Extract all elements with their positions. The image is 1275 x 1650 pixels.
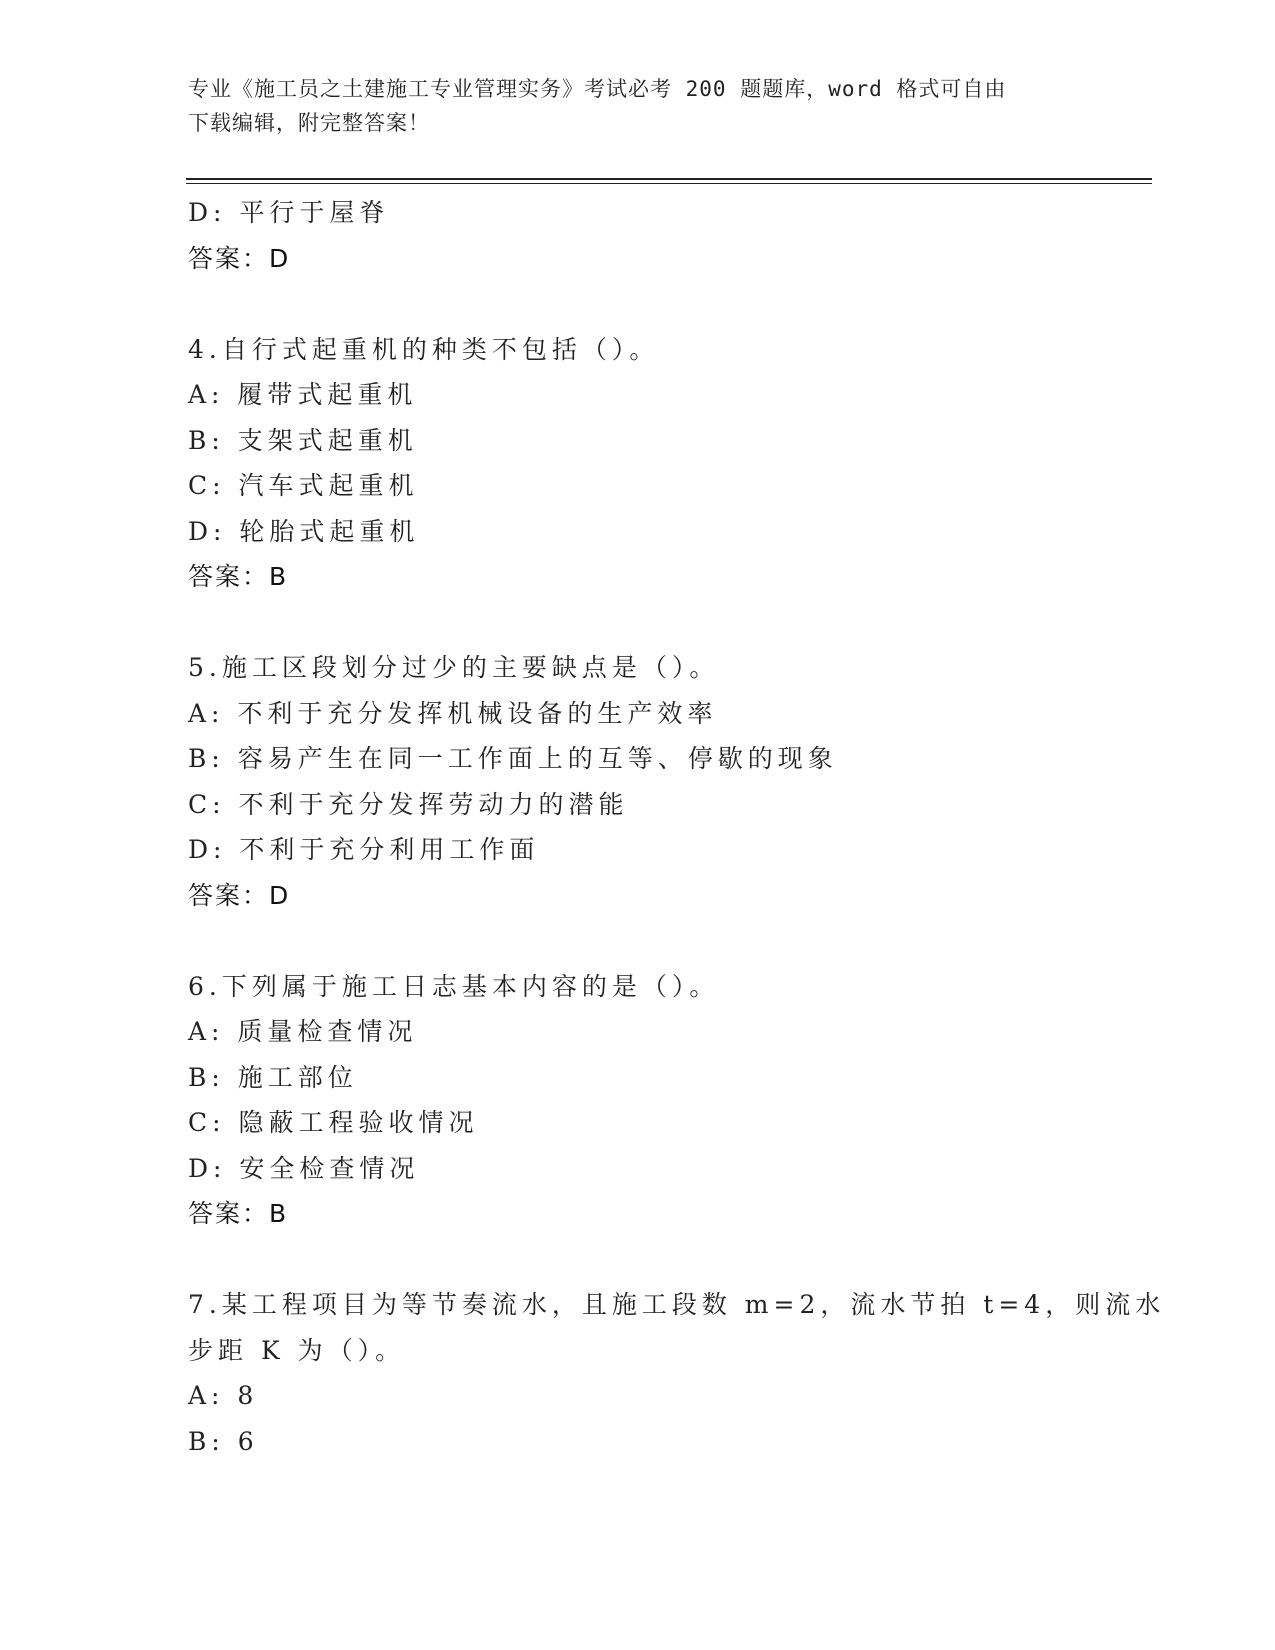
answer-line: 答案：B [188, 1199, 289, 1228]
question-text: 4.自行式起重机的种类不包括（）。 [188, 334, 660, 364]
option-a: A: 质量检查情况 [188, 1017, 418, 1046]
option-d: D: 不利于充分利用工作面 [188, 835, 540, 864]
question-text-line-1: 7.某工程项目为等节奏流水，且施工段数 m=2，流水节拍 t=4，则流水 [188, 1290, 1166, 1319]
header-rule-thin [186, 183, 1152, 184]
question-block-4 [188, 327, 1088, 600]
option-c: C: 汽车式起重机 [188, 471, 419, 500]
option-b: B: 容易产生在同一工作面上的互等、停歇的现象 [188, 744, 838, 773]
option-b: B: 6 [188, 1426, 259, 1456]
header-line-1: 专业《施工员之土建施工专业管理实务》考试必考 200 题题库，word 格式可自由 [188, 77, 1007, 101]
question-text: 6.下列属于施工日志基本内容的是（）。 [188, 971, 720, 1001]
question-list [188, 190, 1166, 1464]
option-a: A: 履带式起重机 [188, 380, 418, 409]
spacer [188, 600, 1088, 646]
answer-line: 答案：B [188, 562, 289, 591]
question-block-6 [188, 964, 1088, 1237]
question-block-prev [188, 190, 1088, 281]
option-d: D: 轮胎式起重机 [188, 516, 420, 546]
option-a: A: 不利于充分发挥机械设备的生产效率 [188, 698, 718, 728]
option-c: C: 不利于充分发挥劳动力的潜能 [188, 789, 629, 819]
header-line-2: 下载编辑，附完整答案！ [188, 111, 430, 135]
option-b: B: 施工部位 [188, 1062, 358, 1092]
question-text-line-2: 步距 K 为（）。 [188, 1335, 406, 1365]
header-rule-thick [186, 178, 1152, 180]
spacer [188, 918, 1088, 964]
option-b: B: 支架式起重机 [188, 425, 418, 455]
option-a: A: 8 [188, 1381, 259, 1410]
document-header [188, 72, 1088, 140]
answer-line: 答案：D [188, 243, 291, 273]
answer-line: 答案：D [188, 880, 291, 910]
option-d: D: 安全检查情况 [188, 1153, 420, 1183]
question-text: 5.施工区段划分过少的主要缺点是（）。 [188, 653, 720, 682]
question-block-7 [188, 1282, 1166, 1464]
spacer [188, 1237, 1088, 1283]
spacer [188, 281, 1088, 327]
question-block-5 [188, 645, 1088, 918]
option-d: D: 平行于屋脊 [188, 198, 390, 227]
option-c: C: 隐蔽工程验收情况 [188, 1108, 479, 1137]
